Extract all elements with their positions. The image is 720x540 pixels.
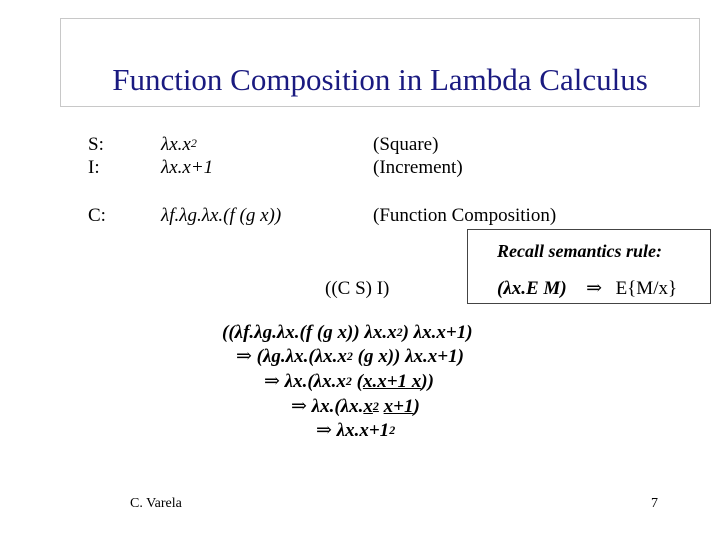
def-s-name: S: (88, 134, 104, 155)
def-s-body: x.x (169, 134, 191, 155)
reduction-step-5 (316, 420, 395, 442)
step-sup: 2 (346, 349, 353, 363)
recall-heading: Recall semantics rule: (497, 241, 662, 261)
step-text: ( (351, 371, 363, 392)
title-box (60, 18, 700, 107)
step-text: λx.(λx. (306, 396, 364, 417)
implies-arrow-icon: ⇒ (236, 346, 252, 367)
step-text: ) (413, 396, 420, 417)
reduction-step-2 (236, 346, 464, 368)
step-text: (λg.λx.(λx.x (251, 346, 347, 367)
def-i-desc: (Increment) (373, 157, 463, 178)
def-i-name: I: (88, 157, 100, 178)
step-text: λx.(λx.x (279, 371, 346, 392)
rule-left: (λx.E M) (497, 278, 567, 299)
implies-arrow-icon: ⇒ (291, 396, 307, 417)
def-i-lambda (161, 156, 213, 179)
def-s-sup: 2 (190, 136, 197, 150)
step-text: ) λx.x+1) (402, 322, 473, 343)
step-text: )) (421, 371, 434, 392)
step-sup: 2 (345, 374, 352, 388)
def-s-lambda (161, 133, 197, 156)
step-sup: 2 (396, 325, 403, 339)
step-text: (g x)) λx.x+1) (352, 346, 464, 367)
def-c-desc: (Function Composition) (373, 205, 557, 226)
def-i-body: x.x+1 (169, 157, 214, 178)
implies-arrow-icon: ⇒ (264, 371, 280, 392)
reduction-step-3 (264, 371, 434, 393)
def-c-name: C: (88, 205, 106, 226)
def-c-lambda (161, 204, 281, 227)
def-s-desc: (Square) (373, 134, 439, 155)
footer-author: C. Varela (130, 496, 182, 511)
lambda-symbol: λ (161, 157, 170, 178)
step-sup: 2 (372, 399, 379, 413)
recall-rule (497, 277, 677, 300)
implies-arrow-icon: ⇒ (586, 278, 603, 299)
step-underlined: x.x+1 x (362, 371, 422, 392)
reduction-step-1 (222, 322, 473, 344)
reduction-step-4 (291, 396, 420, 418)
step-text: λx.x+1 (331, 420, 390, 441)
def-c-body: f.λg.λx.(f (g x)) (169, 205, 282, 226)
step-underlined: x (363, 396, 373, 417)
expression: ((C S) I) (325, 278, 390, 299)
step-sup: 2 (389, 423, 396, 437)
step-text: ((λf.λg.λx.(f (g x)) λx.x (222, 322, 397, 343)
page-number: 7 (651, 496, 658, 511)
implies-arrow-icon: ⇒ (316, 420, 332, 441)
lambda-symbol: λ (161, 205, 170, 226)
slide-title: Function Composition in Lambda Calculus (112, 62, 648, 97)
rule-right: E{M/x} (615, 278, 678, 299)
lambda-symbol: λ (161, 134, 170, 155)
step-underlined: x+1 (383, 396, 414, 417)
